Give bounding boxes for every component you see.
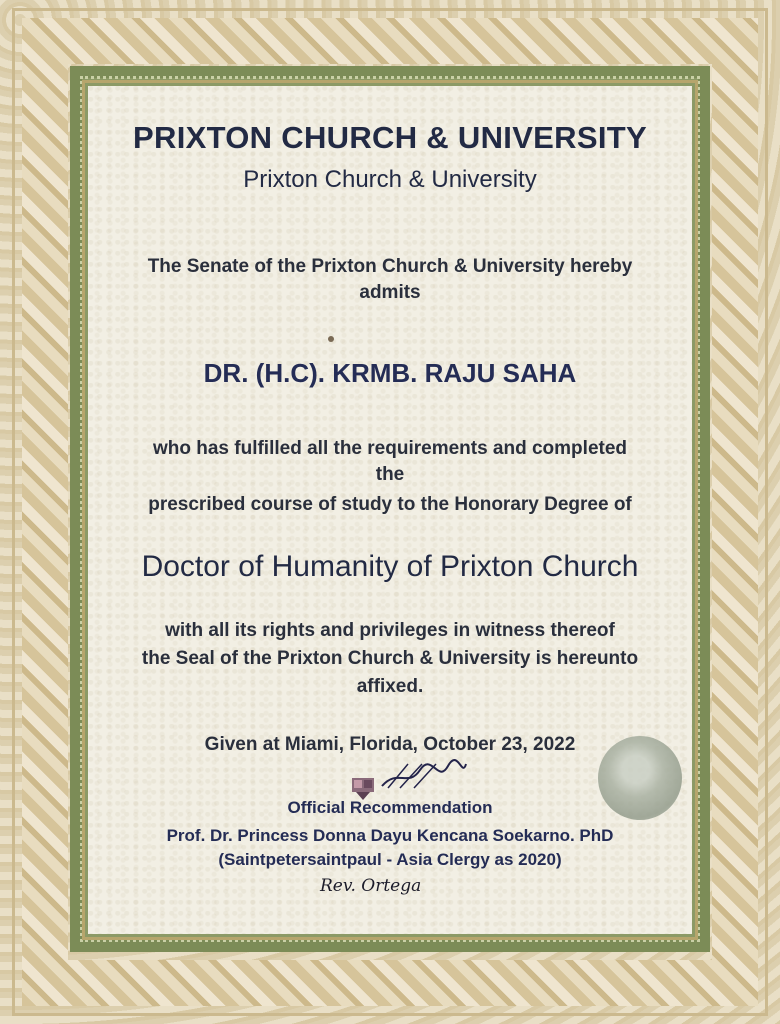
rights-line-2: the Seal of the Prixton Church & University is hereunto [141, 648, 639, 669]
requirements-line-2: the [375, 464, 405, 485]
rights-line-1: with all its rights and privileges in witness thereof [165, 620, 615, 641]
given-date: Given at Miami, Florida, October 23, 2022 [204, 734, 576, 755]
senate-line-2: admits [359, 282, 421, 303]
official-recommendation: Official Recommendation [287, 798, 493, 817]
clergy-note: (Saintpetersaintpaul - Asia Clergy as 2020) [218, 850, 562, 869]
rights-line-3: affixed. [356, 676, 424, 697]
certificate-title: PRIXTON CHURCH & UNIVERSITY [133, 120, 647, 155]
signature-scribble [378, 758, 468, 792]
requirements-line-1: who has fulfilled all the requirements and completed [152, 438, 628, 459]
handwritten-signature: Rev. Ortega [320, 876, 422, 896]
certificate-subtitle: Prixton Church & University [243, 166, 537, 193]
requirements-line-3: prescribed course of study to the Honorary Degree of [148, 494, 632, 515]
senate-line-1: The Senate of the Prixton Church & University hereby [147, 256, 633, 277]
ink-dot [328, 336, 334, 342]
signatory-name: Prof. Dr. Princess Donna Dayu Kencana Soekarno. PhD [166, 826, 614, 845]
degree-title: Doctor of Humanity of Prixton Church [141, 550, 639, 583]
recipient-name: DR. (H.C). KRMB. RAJU SAHA [203, 358, 577, 388]
certificate-paper [88, 86, 692, 934]
